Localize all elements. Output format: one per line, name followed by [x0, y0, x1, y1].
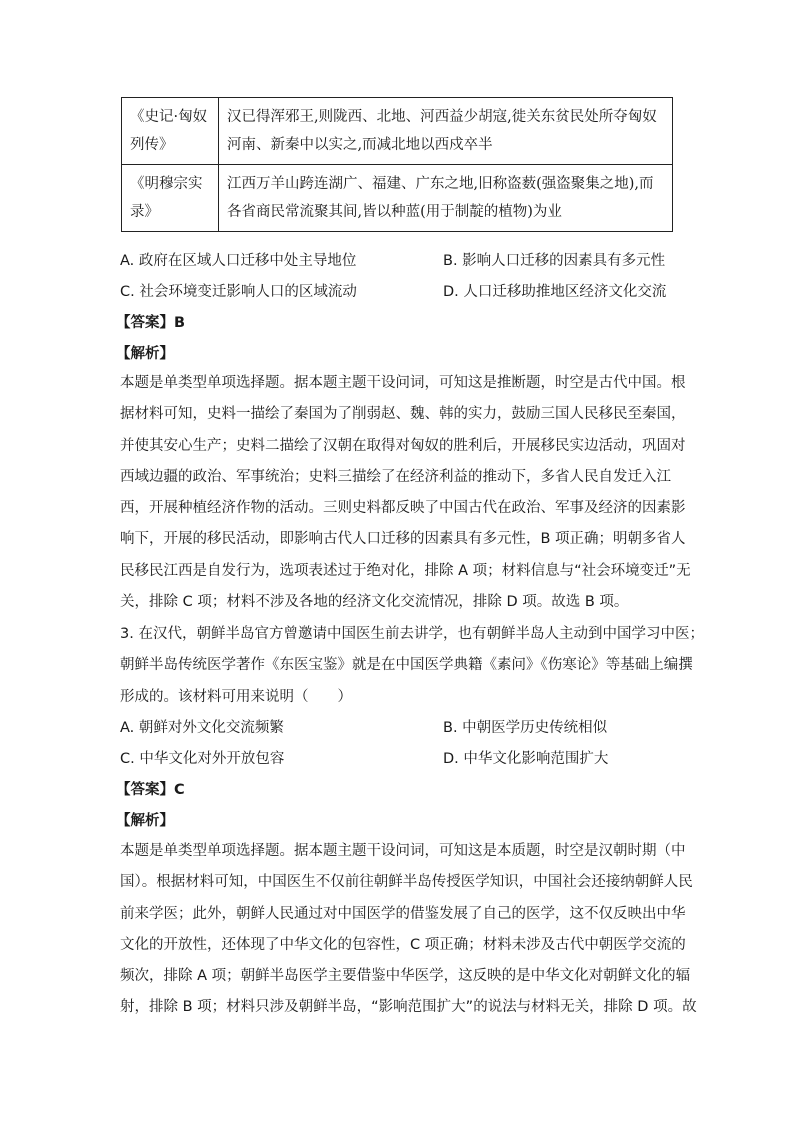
- question-stem: [120, 619, 704, 713]
- analysis-line: 西域边疆的政治、军事统治；史料三描绘了在经济利益的推动下，多省人民自发迁入江: [120, 468, 671, 485]
- option-b: B. 中朝医学历史传统相似: [443, 720, 608, 736]
- analysis-line: 响下，开展的移民活动，即影响古代人口迁移的因素具有多元性，B 项正确；明朝多省人: [120, 531, 686, 548]
- analysis-line: 国）。根据材料可知，中国医生不仅前往朝鲜半岛传授医学知识，中国社会还接纳朝鲜人民: [120, 874, 693, 891]
- analysis-line: 文化的开放性，还体现了中华文化的包容性，C 项正确；材料未涉及古代中朝医学交流的: [120, 936, 686, 953]
- analysis-line: 关，排除 C 项；材料不涉及各地的经济文化交流情况，排除 D 项。故选 B 项。: [120, 594, 629, 611]
- analysis-line: 据材料可知，史料一描绘了秦国为了削弱赵、魏、韩的实力，鼓励三国人民移民至秦国，: [120, 406, 686, 423]
- option-d: D. 中华文化影响范围扩大: [443, 751, 609, 767]
- source-row: [122, 98, 673, 165]
- option-a: A. 朝鲜对外文化交流频繁: [120, 720, 284, 736]
- analysis-line: 本题是单类型单项选择题。据本题主题干设问词，可知这是本质题，时空是汉朝时期（中: [120, 843, 686, 859]
- source-text: 江西万羊山跨连湖广、福建、广东之地,旧称盗薮(强盗聚集之地),而各省商民常流聚其间,皆以种蓝(用于制靛的植物)为业: [219, 165, 673, 232]
- source-text: 汉已得浑邪王,则陇西、北地、河西益少胡寇,徙关东贫民处所夺匈奴河南、新秦中以实之,而减北地以西戍卒半: [219, 98, 673, 165]
- analysis-line: 射，排除 B 项；材料只涉及朝鲜半岛，“影响范围扩大”的说法与材料无关，排除 D 项。故: [120, 999, 697, 1016]
- answer-label: 【答案】B: [116, 315, 186, 331]
- analysis-line: 西，开展种植经济作物的活动。三则史料都反映了中国古代在政治、军事及经济的因素影: [120, 500, 686, 517]
- analysis-text: [120, 368, 691, 618]
- source-table: [121, 97, 673, 232]
- option-c: C. 社会环境变迁影响人口的区域流动: [120, 284, 357, 300]
- analysis-line: 民移民江西是自发行为，选项表述过于绝对化，排除 A 项；材料信息与“社会环境变迁”无: [120, 562, 691, 579]
- analysis-line: 并使其安心生产；史料二描绘了汉朝在取得对匈奴的胜利后，开展移民实边活动，巩固对: [120, 437, 686, 454]
- source-title: 《明穆宗实录》: [122, 165, 219, 232]
- analysis-text: [120, 836, 697, 1024]
- stem-line: 形成的。该材料可用来说明（ ）: [120, 688, 352, 705]
- analysis-line: 频次，排除 A 项；朝鲜半岛医学主要借鉴中华医学，这反映的是中华文化对朝鲜文化的辐: [120, 968, 691, 985]
- analysis-line: 前来学医；此外，朝鲜人民通过对中国医学的借鉴发展了自己的医学，这不仅反映出中华: [120, 905, 686, 922]
- option-c: C. 中华文化对外开放包容: [120, 751, 285, 767]
- analysis-label: 【解析】: [116, 346, 174, 362]
- option-a: A. 政府在区域人口迁移中处主导地位: [120, 253, 357, 269]
- analysis-line: 本题是单类型单项选择题。据本题主题干设问词，可知这是推断题，时空是古代中国。根: [120, 375, 686, 391]
- option-b: B. 影响人口迁移的因素具有多元性: [443, 253, 666, 269]
- source-row: [122, 165, 673, 232]
- answer-label: 【答案】C: [116, 782, 185, 798]
- stem-line: 朝鲜半岛传统医学著作《东医宝鉴》就是在中国医学典籍《素问》《伤寒论》等基础上编撰: [120, 657, 693, 674]
- option-d: D. 人口迁移助推地区经济文化交流: [443, 284, 667, 300]
- stem-line: 3. 在汉代，朝鲜半岛官方曾邀请中国医生前去讲学，也有朝鲜半岛人主动到中国学习中医；: [120, 626, 704, 642]
- source-title: 《史记·匈奴列传》: [122, 98, 219, 165]
- analysis-label: 【解析】: [116, 813, 174, 829]
